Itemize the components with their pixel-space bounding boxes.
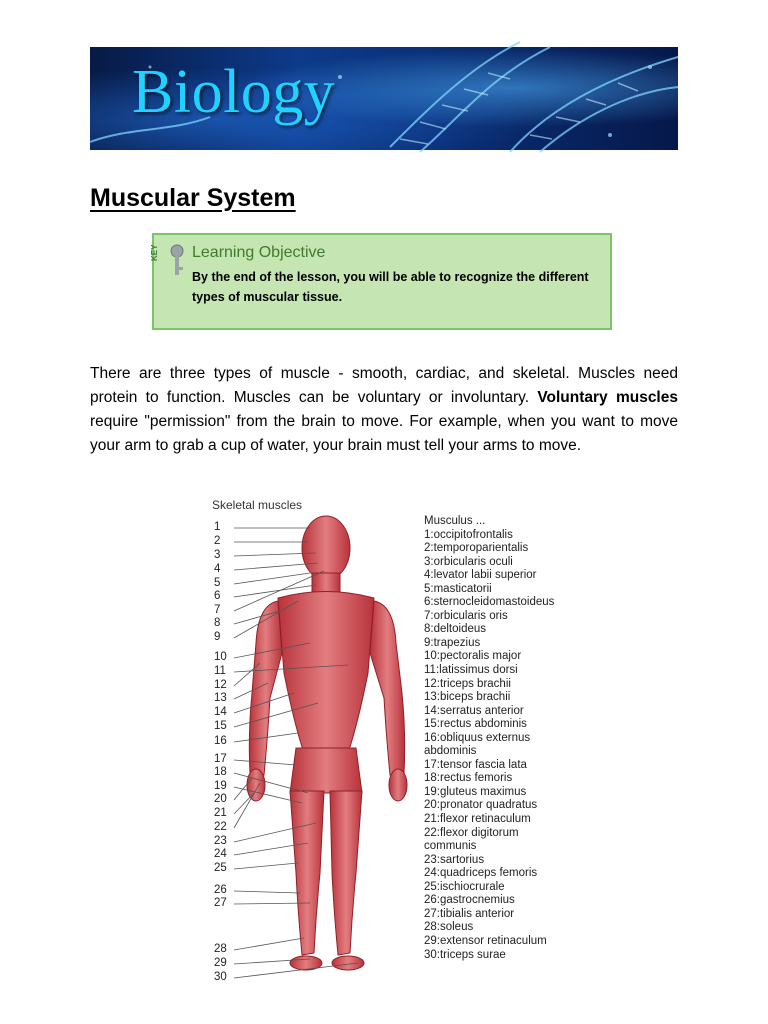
- legend-item: 17:tensor fascia lata: [424, 758, 527, 771]
- skeletal-muscles-figure: [198, 493, 578, 993]
- legend-item: 14:serratus anterior: [424, 704, 524, 717]
- legend-item: 7:orbicularis oris: [424, 609, 508, 622]
- legend-item: 26:gastrocnemius: [424, 894, 515, 907]
- number-label: 17: [214, 753, 227, 765]
- legend-item: 16:obliquus externus: [424, 731, 531, 744]
- number-label: 12: [214, 679, 227, 691]
- number-label: 14: [214, 706, 227, 718]
- number-label: 5: [214, 577, 221, 589]
- legend-item: 29:extensor retinaculum: [424, 934, 547, 947]
- number-label: 1: [214, 521, 221, 533]
- legend-item: 24:quadriceps femoris: [424, 867, 538, 880]
- legend-item: 21:flexor retinaculum: [424, 813, 531, 826]
- banner-title: Biology: [132, 58, 336, 126]
- number-label: 2: [214, 535, 221, 547]
- number-label: 7: [214, 604, 221, 616]
- number-label: 22: [214, 821, 227, 833]
- legend-item: 23:sartorius: [424, 853, 485, 866]
- number-label: 20: [214, 793, 227, 805]
- number-label: 15: [214, 720, 227, 732]
- learning-objective-box: [152, 233, 612, 330]
- legend-header: Musculus ...: [424, 515, 486, 527]
- number-label: 29: [214, 957, 227, 969]
- legend-item: communis: [424, 840, 477, 853]
- number-label: 8: [214, 617, 221, 629]
- number-label: 28: [214, 943, 227, 955]
- legend-item: 10:pectoralis major: [424, 650, 522, 663]
- number-label: 4: [214, 563, 221, 575]
- number-label: 16: [214, 735, 227, 747]
- legend-item: 9:trapezius: [424, 636, 481, 649]
- number-label: 25: [214, 862, 227, 874]
- key-label: KEY: [150, 244, 159, 261]
- objective-text: By the end of the lesson, you will be able to recognize the different types of muscular tissue.: [192, 270, 589, 304]
- legend-item: 11:latissimus dorsi: [424, 664, 518, 677]
- legend-item: 18:rectus femoris: [424, 772, 513, 785]
- number-label: 21: [214, 807, 227, 819]
- key-icon: [150, 241, 187, 281]
- legend-item: 20:pronator quadratus: [424, 799, 538, 812]
- number-label: 30: [214, 971, 227, 983]
- legend-item: abdominis: [424, 745, 477, 758]
- number-label: 19: [214, 780, 227, 792]
- number-label: 3: [214, 549, 221, 561]
- legend-item: 8:deltoideus: [424, 623, 487, 636]
- legend-item: 1:occipitofrontalis: [424, 528, 513, 541]
- number-label: 13: [214, 692, 227, 704]
- legend-item: 15:rectus abdominis: [424, 718, 527, 731]
- figure-title: Skeletal muscles: [212, 498, 303, 512]
- intro-paragraph: [90, 362, 678, 458]
- legend-item: 19:gluteus maximus: [424, 785, 527, 798]
- legend-item: 22:flexor digitorum: [424, 826, 519, 839]
- biology-banner: [90, 47, 678, 150]
- legend-item: 3:orbicularis oculi: [424, 555, 513, 568]
- objective-title: Learning Objective: [192, 244, 326, 261]
- number-label: 11: [214, 665, 226, 677]
- page-title: Muscular System: [90, 184, 296, 212]
- legend-item: 4:levator labii superior: [424, 569, 537, 582]
- legend-item: 28:soleus: [424, 921, 474, 934]
- legend-item: 2:temporoparientalis: [424, 542, 529, 555]
- paragraph-text-1: There are three types of muscle - smooth, cardiac, and skeletal. Muscles need protein to function. Muscles can be voluntary or involuntary.: [90, 365, 678, 406]
- legend-item: 13:biceps brachii: [424, 691, 511, 704]
- legend-item: 5:masticatorii: [424, 582, 492, 595]
- number-label: 27: [214, 897, 227, 909]
- legend-item: 6:sternocleidomastoideus: [424, 596, 555, 609]
- number-label: 23: [214, 835, 227, 847]
- paragraph-text-2: require "permission" from the brain to move. For example, when you want to move your arm to grab a cup of water, your brain must tell your arms to move.: [90, 413, 678, 454]
- paragraph-bold-term: Voluntary muscles: [537, 389, 678, 406]
- number-label: 26: [214, 884, 227, 896]
- legend-item: 30:triceps surae: [424, 948, 506, 961]
- legend-item: 27:tibialis anterior: [424, 907, 515, 920]
- muscle-legend: [424, 515, 554, 962]
- number-label: 6: [214, 590, 221, 602]
- number-label: 9: [214, 631, 221, 643]
- number-label: 24: [214, 848, 227, 860]
- number-label: 18: [214, 766, 227, 778]
- number-label: 10: [214, 651, 227, 663]
- legend-item: 12:triceps brachii: [424, 677, 511, 690]
- legend-item: 25:ischiocrurale: [424, 880, 505, 893]
